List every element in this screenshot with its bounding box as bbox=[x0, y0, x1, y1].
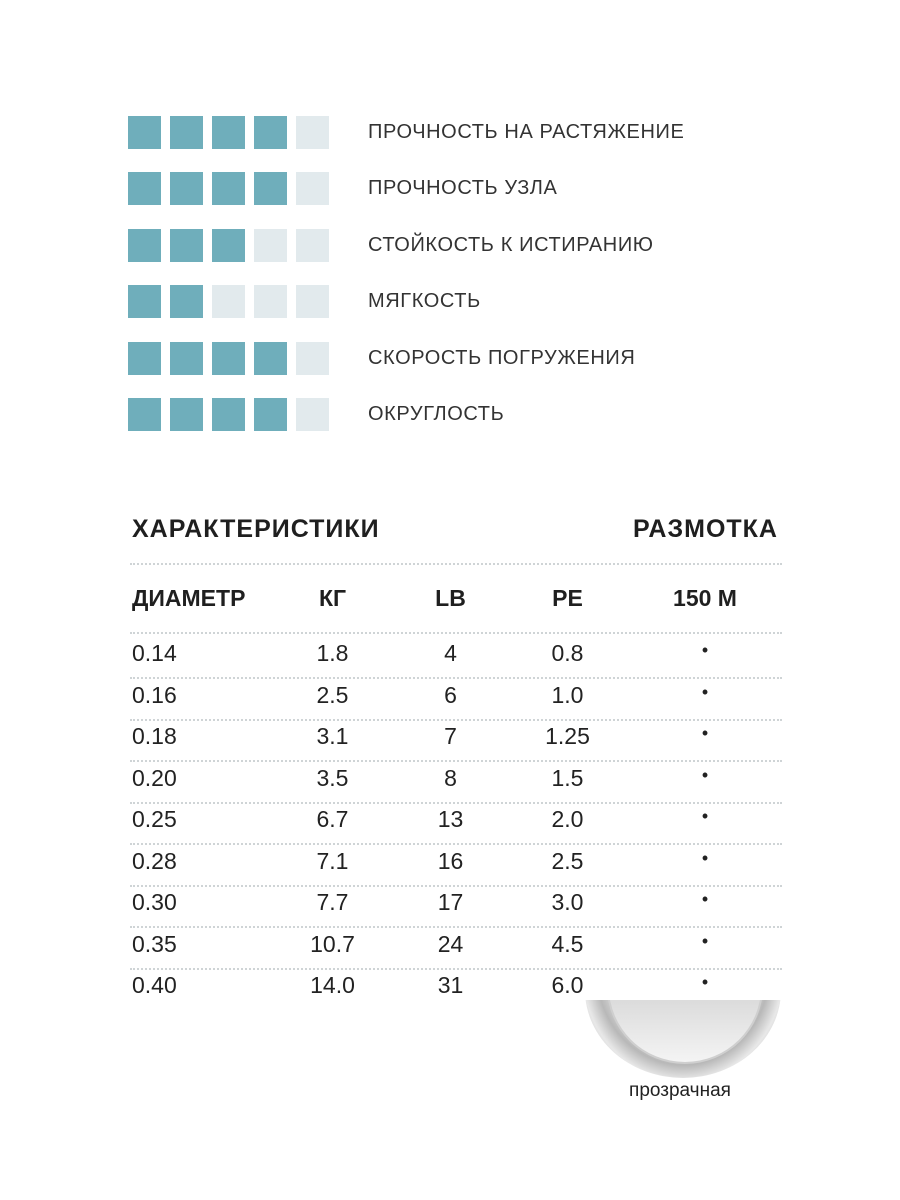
cell-lb: 31 bbox=[437, 972, 464, 998]
cell-lb: 13 bbox=[437, 806, 464, 832]
color-label: прозрачная bbox=[629, 1080, 731, 1101]
cell-diameter: 0.35 bbox=[132, 930, 177, 957]
rating-square-empty-icon bbox=[254, 229, 287, 262]
header-diameter: ДИАМЕТР bbox=[132, 585, 246, 611]
rating-squares bbox=[128, 285, 368, 318]
rating-square-filled-icon bbox=[212, 116, 245, 149]
table-row bbox=[130, 640, 782, 680]
rating-squares bbox=[128, 342, 368, 375]
cell-spool: • bbox=[701, 640, 709, 660]
divider bbox=[130, 677, 782, 679]
header-pe: PE bbox=[552, 585, 583, 611]
cell-lb: 4 bbox=[444, 640, 457, 666]
cell-kg: 7.1 bbox=[316, 847, 349, 874]
rating-squares bbox=[128, 398, 368, 431]
divider bbox=[130, 802, 782, 804]
divider bbox=[130, 563, 782, 565]
rating-label: ПРОЧНОСТЬ НА РАСТЯЖЕНИЕ bbox=[368, 120, 685, 143]
rating-square-filled-icon bbox=[170, 398, 203, 431]
rating-square-filled-icon bbox=[170, 285, 203, 318]
rating-square-filled-icon bbox=[212, 398, 245, 431]
divider bbox=[130, 968, 782, 970]
rating-square-filled-icon bbox=[128, 116, 161, 149]
cell-pe: 1.5 bbox=[551, 764, 584, 791]
table-row bbox=[130, 806, 782, 846]
cell-pe: 1.0 bbox=[551, 681, 584, 708]
cell-kg: 7.7 bbox=[316, 889, 349, 915]
rating-square-filled-icon bbox=[254, 172, 287, 205]
rating-square-filled-icon bbox=[254, 342, 287, 375]
cell-kg: 3.1 bbox=[316, 723, 349, 749]
rating-square-filled-icon bbox=[170, 229, 203, 262]
rating-square-empty-icon bbox=[296, 172, 329, 205]
ratings-panel bbox=[128, 115, 748, 455]
rating-square-filled-icon bbox=[128, 229, 161, 262]
cell-pe: 2.5 bbox=[551, 847, 584, 874]
spool-title: РАЗМОТКА bbox=[632, 515, 778, 543]
cell-kg: 1.8 bbox=[316, 640, 349, 666]
divider bbox=[130, 926, 782, 928]
cell-spool: • bbox=[701, 889, 709, 909]
cell-diameter: 0.20 bbox=[132, 764, 177, 791]
rating-square-filled-icon bbox=[170, 116, 203, 149]
rating-row bbox=[128, 285, 748, 319]
table-row bbox=[130, 723, 782, 763]
rating-square-empty-icon bbox=[296, 285, 329, 318]
cell-kg: 2.5 bbox=[316, 681, 349, 708]
rating-square-filled-icon bbox=[128, 285, 161, 318]
cell-spool: • bbox=[701, 972, 709, 992]
cell-kg: 3.5 bbox=[316, 764, 349, 791]
header-kg: КГ bbox=[318, 585, 347, 611]
rating-row bbox=[128, 398, 748, 432]
divider bbox=[130, 885, 782, 887]
rating-square-empty-icon bbox=[254, 285, 287, 318]
rating-square-filled-icon bbox=[128, 172, 161, 205]
cell-spool: • bbox=[701, 930, 709, 951]
cell-diameter: 0.25 bbox=[132, 806, 177, 832]
divider bbox=[130, 843, 782, 845]
cell-spool: • bbox=[701, 806, 709, 826]
cell-diameter: 0.18 bbox=[132, 723, 177, 749]
cell-lb: 8 bbox=[444, 764, 457, 791]
rating-square-empty-icon bbox=[296, 229, 329, 262]
cell-lb: 16 bbox=[437, 847, 464, 874]
header-lb: LB bbox=[435, 585, 466, 611]
rating-square-filled-icon bbox=[254, 398, 287, 431]
cell-lb: 7 bbox=[444, 723, 457, 749]
spec-title: ХАРАКТЕРИСТИКИ bbox=[132, 515, 380, 543]
rating-square-filled-icon bbox=[212, 342, 245, 375]
rating-squares bbox=[128, 229, 368, 262]
table-row bbox=[130, 848, 782, 888]
cell-kg: 6.7 bbox=[316, 806, 349, 832]
cell-kg: 10.7 bbox=[310, 930, 355, 957]
table-row bbox=[130, 765, 782, 805]
cell-lb: 6 bbox=[444, 681, 457, 708]
rating-row bbox=[128, 228, 748, 262]
cell-kg: 14.0 bbox=[310, 972, 355, 998]
cell-diameter: 0.30 bbox=[132, 889, 177, 915]
rating-square-filled-icon bbox=[254, 116, 287, 149]
cell-spool: • bbox=[701, 847, 709, 868]
cell-diameter: 0.40 bbox=[132, 972, 177, 998]
cell-diameter: 0.28 bbox=[132, 847, 177, 874]
table-row bbox=[130, 889, 782, 929]
divider bbox=[130, 632, 782, 634]
cell-lb: 17 bbox=[437, 889, 464, 915]
divider bbox=[130, 760, 782, 762]
rating-label: СКОРОСТЬ ПОГРУЖЕНИЯ bbox=[368, 346, 636, 369]
rating-square-filled-icon bbox=[170, 342, 203, 375]
rating-row bbox=[128, 341, 748, 375]
cell-spool: • bbox=[701, 764, 709, 785]
cell-lb: 24 bbox=[437, 930, 464, 957]
rating-square-filled-icon bbox=[212, 172, 245, 205]
cell-diameter: 0.14 bbox=[132, 640, 177, 666]
rating-square-empty-icon bbox=[296, 398, 329, 431]
rating-square-filled-icon bbox=[128, 398, 161, 431]
cell-spool: • bbox=[701, 723, 709, 743]
rating-square-empty-icon bbox=[212, 285, 245, 318]
rating-square-filled-icon bbox=[170, 172, 203, 205]
rating-square-empty-icon bbox=[296, 116, 329, 149]
rating-label: ПРОЧНОСТЬ УЗЛА bbox=[368, 177, 558, 200]
cell-diameter: 0.16 bbox=[132, 681, 177, 708]
cell-pe: 0.8 bbox=[551, 640, 584, 666]
table-row bbox=[130, 931, 782, 971]
rating-square-filled-icon bbox=[212, 229, 245, 262]
cell-spool: • bbox=[701, 681, 709, 702]
rating-label: МЯГКОСТЬ bbox=[368, 290, 481, 313]
rating-squares bbox=[128, 172, 368, 205]
rating-label: СТОЙКОСТЬ К ИСТИРАНИЮ bbox=[368, 233, 654, 256]
cell-pe: 6.0 bbox=[551, 972, 584, 998]
rating-squares bbox=[128, 116, 368, 149]
table-header-row bbox=[130, 585, 782, 619]
header-spool-150m: 150 М bbox=[673, 585, 737, 611]
cell-pe: 3.0 bbox=[551, 889, 584, 915]
divider bbox=[130, 719, 782, 721]
cell-pe: 4.5 bbox=[551, 930, 584, 957]
rating-square-filled-icon bbox=[128, 342, 161, 375]
rating-label: ОКРУГЛОСТЬ bbox=[368, 403, 505, 426]
rating-row bbox=[128, 172, 748, 206]
rating-row bbox=[128, 115, 748, 149]
rating-square-empty-icon bbox=[296, 342, 329, 375]
cell-pe: 2.0 bbox=[551, 806, 584, 832]
cell-pe: 1.25 bbox=[545, 723, 590, 749]
spool-icon bbox=[585, 1000, 781, 1078]
table-row bbox=[130, 682, 782, 722]
